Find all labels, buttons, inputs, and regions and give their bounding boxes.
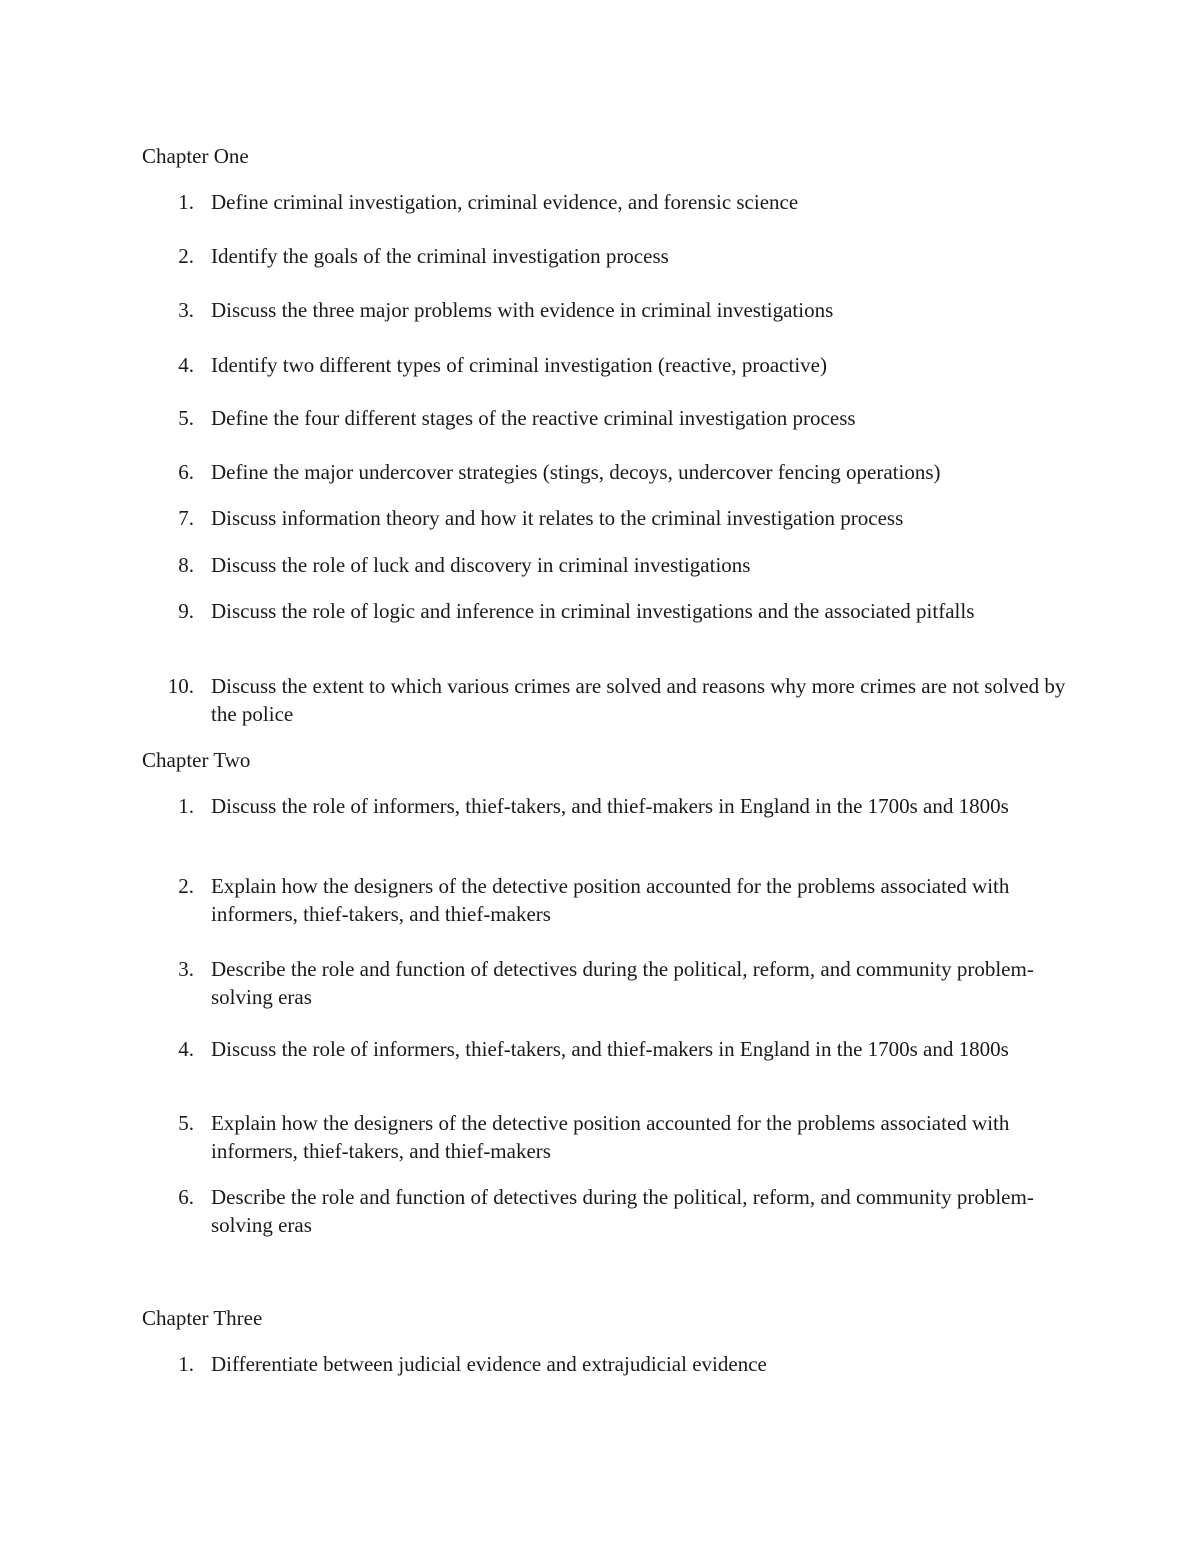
item-text: Explain how the designers of the detective position accounted for the problems associated with informers, thief-takers, and thief-makers [211,1111,1010,1163]
item-number: 7. [178,506,194,530]
list-item [142,1184,1072,1239]
list-item [142,297,1072,325]
item-number: 1. [178,1352,194,1376]
list-item [142,1110,1072,1165]
list-item [142,1036,1072,1064]
list-item [142,793,1072,821]
item-text: Discuss the three major problems with evidence in criminal investigations [211,298,834,322]
item-number: 3. [178,957,194,981]
list-item [142,598,1072,626]
list-item [142,1351,1072,1379]
item-number: 3. [178,298,194,322]
item-text: Identify the goals of the criminal investigation process [211,244,669,268]
item-text: Define the four different stages of the reactive criminal investigation process [211,406,856,430]
item-number: 6. [178,1185,194,1209]
list-item [142,956,1072,1011]
item-text: Discuss the role of logic and inference in criminal investigations and the associated pitfalls [211,599,975,623]
item-number: 1. [178,794,194,818]
item-text: Define criminal investigation, criminal evidence, and forensic science [211,190,799,214]
item-text: Discuss the extent to which various crimes are solved and reasons why more crimes are not solved by the police [211,674,1066,726]
item-number: 4. [178,353,194,377]
item-text: Discuss the role of luck and discovery in criminal investigations [211,553,751,577]
list-item [142,552,1072,580]
item-text: Identify two different types of criminal investigation (reactive, proactive) [211,353,827,377]
item-number: 2. [178,874,194,898]
list-item [142,405,1072,433]
item-text: Discuss information theory and how it relates to the criminal investigation process [211,506,904,530]
list-item [142,459,1072,487]
item-number: 5. [178,1111,194,1135]
item-number: 5. [178,406,194,430]
item-number: 6. [178,460,194,484]
item-text: Explain how the designers of the detective position accounted for the problems associated with informers, thief-takers, and thief-makers [211,874,1010,926]
chapter-two-heading: Chapter Two [142,748,251,772]
list-item [142,505,1072,533]
chapter-three-heading: Chapter Three [142,1306,263,1330]
item-text: Discuss the role of informers, thief-takers, and thief-makers in England in the 1700s and 1800s [211,794,1009,818]
item-number: 9. [178,599,194,623]
item-text: Differentiate between judicial evidence and extrajudicial evidence [211,1352,767,1376]
list-item [142,189,1072,217]
item-number: 10. [167,674,194,698]
item-text: Discuss the role of informers, thief-takers, and thief-makers in England in the 1700s and 1800s [211,1037,1009,1061]
list-item [142,352,1072,380]
item-number: 2. [178,244,194,268]
list-item [142,873,1072,928]
list-item [142,243,1072,271]
item-number: 1. [178,190,194,214]
chapter-one-heading: Chapter One [142,144,249,168]
item-number: 4. [178,1037,194,1061]
item-text: Define the major undercover strategies (stings, decoys, undercover fencing operations) [211,460,941,484]
item-number: 8. [178,553,194,577]
item-text: Describe the role and function of detectives during the political, reform, and community problem-solving eras [211,957,1034,1009]
list-item [142,673,1072,728]
item-text: Describe the role and function of detectives during the political, reform, and community problem-solving eras [211,1185,1034,1237]
